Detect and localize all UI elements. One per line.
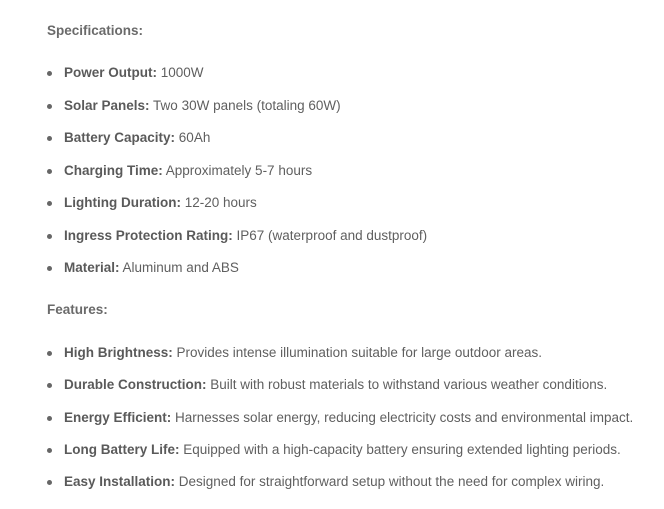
spec-value: Two 30W panels (totaling 60W) <box>149 97 341 113</box>
feature-label: High Brightness: <box>64 345 173 360</box>
feature-value: Provides intense illumination suitable for large outdoor areas. <box>172 345 542 360</box>
features-heading: Features: <box>47 302 108 317</box>
spec-value: IP67 (waterproof and dustproof) <box>232 227 428 243</box>
spec-item-power-output <box>47 64 427 97</box>
bullet-icon <box>47 234 52 239</box>
bullet-icon <box>47 383 52 388</box>
feature-value: Built with robust materials to withstand various weather conditions. <box>206 377 608 393</box>
spec-value: Aluminum and ABS <box>119 260 239 275</box>
spec-value: 60Ah <box>175 130 211 145</box>
spec-label: Battery Capacity: <box>64 130 176 145</box>
bullet-icon <box>47 169 52 174</box>
spec-value: Approximately 5-7 hours <box>162 162 313 178</box>
bullet-icon <box>47 104 52 109</box>
spec-label: Lighting Duration: <box>64 195 181 210</box>
spec-value: 1000W <box>157 65 204 80</box>
bullet-icon <box>47 448 52 453</box>
feature-item-high-brightness <box>47 344 633 376</box>
feature-value: Harnesses solar energy, reducing electricity costs and environmental impact. <box>171 409 634 425</box>
feature-item-long-battery-life <box>47 441 633 473</box>
bullet-icon <box>47 480 52 485</box>
spec-item-material <box>47 259 427 292</box>
spec-label: Charging Time: <box>64 162 163 178</box>
feature-label: Energy Efficient: <box>64 409 172 425</box>
bullet-icon <box>47 136 52 141</box>
spec-item-solar-panels <box>47 97 427 130</box>
spec-item-ingress-protection <box>47 227 427 260</box>
spec-value: 12-20 hours <box>180 195 257 210</box>
bullet-icon <box>47 351 52 356</box>
spec-item-charging-time <box>47 162 427 195</box>
feature-value: Equipped with a high-capacity battery ensuring extended lighting periods. <box>179 441 621 457</box>
feature-item-easy-installation <box>47 473 633 505</box>
spec-item-battery-capacity <box>47 129 427 162</box>
features-list <box>47 344 633 505</box>
spec-label: Material: <box>64 260 120 275</box>
spec-label: Power Output: <box>64 65 157 80</box>
feature-item-energy-efficient <box>47 409 633 441</box>
specifications-list <box>47 64 427 292</box>
specifications-heading: Specifications: <box>47 23 144 38</box>
spec-item-lighting-duration <box>47 194 427 227</box>
feature-label: Durable Construction: <box>64 377 207 393</box>
spec-label: Solar Panels: <box>64 97 150 113</box>
spec-label: Ingress Protection Rating: <box>64 227 233 243</box>
feature-label: Easy Installation: <box>64 474 176 490</box>
bullet-icon <box>47 71 52 76</box>
feature-value: Designed for straightforward setup without the need for complex wiring. <box>175 474 605 490</box>
feature-label: Long Battery Life: <box>64 441 180 457</box>
bullet-icon <box>47 416 52 421</box>
bullet-icon <box>47 201 52 206</box>
feature-item-durable-construction <box>47 376 633 408</box>
bullet-icon <box>47 266 52 271</box>
